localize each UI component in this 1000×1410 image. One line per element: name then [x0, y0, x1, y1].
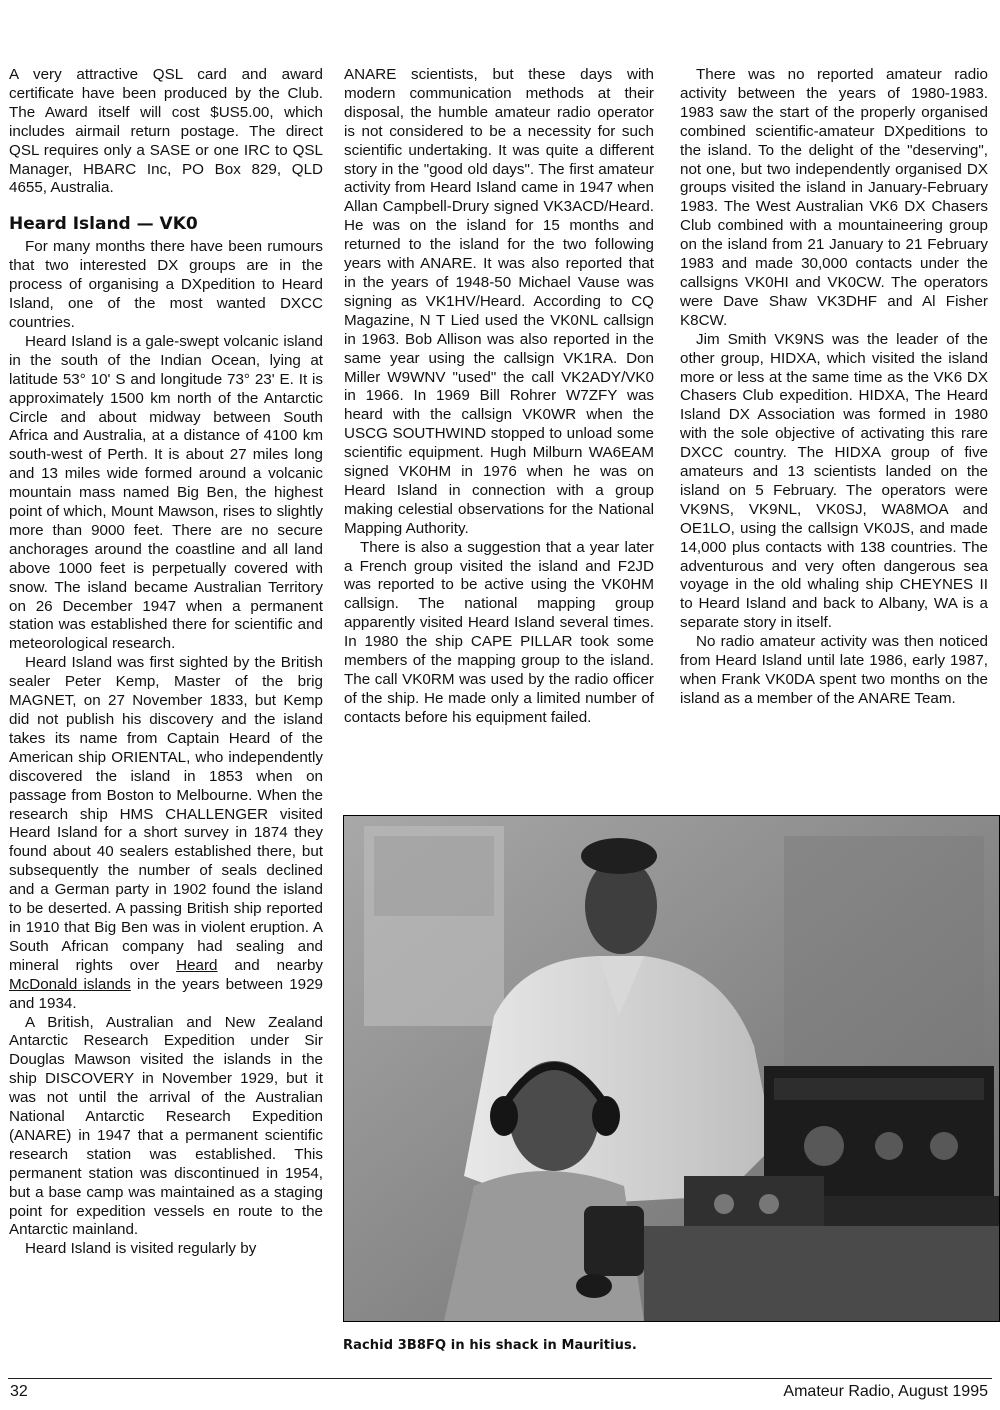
paragraph: There was no reported amateur radio activity between the years of 1980-1983. 1983 saw the start of the properly organised combined scientific-amateur DXpeditions to the island. To the delight of the "deserving", not one, but two independently organised DX groups visited the island in January-February 1983. The West Australian VK6 DX Chasers Club combined with a mountaineering group on the island from 21 January to 21 February 1983 and made 30,000 contacts under the callsigns VK0HI and VK0CW. The operators were Dave Shaw VK3DHF and Al Fisher K8CW. [680, 66, 988, 329]
text-run: Heard Island was first sighted by the British sealer Peter Kemp, Master of the brig MAGNET, on 27 November 1833, but Kemp did not publish his discovery and the island takes its name from Captain Heard of the American ship ORIENTAL, who independently discovered the island in 1853 when on passage from Boston to Melbourne. When the research ship HMS CHALLENGER visited Heard Island for a short survey in 1874 they found about 40 sealers established there, but subsequently the number of seals declined and a German party in 1902 found the island to be deserted. A passing British ship reported in 1910 that Big Ben was in violent eruption. A South African company had sealing and mineral rights over [9, 654, 323, 974]
page-number: 32 [10, 1383, 28, 1400]
paragraph: There is also a suggestion that a year later a French group visited the island and F2JD was reported to be active using the VK0HM callsign. The national mapping group apparently visited Heard Island several times. In 1980 the ship CAPE PILLAR took some members of the mapping group to the island. The call VK0RM was used by the radio officer of the ship. He made only a limited number of contacts before his equipment failed. [344, 538, 654, 726]
paragraph: ANARE scientists, but these days with modern communication methods at their disposal, the humble amateur radio operator is not considered to be a necessity for such scientific undertaking. It was quite a different story in the "good old days". The first amateur activity from Heard Island came in 1947 when Allan Campbell-Drury signed VK3ACD/Heard. He was on the island for 15 months and returned to the island for the two following years with ANARE. It was also reported that in the years of 1948-50 Michael Vause was signing as VK1HV/Heard. According to CQ Magazine, N T Lied used the VK0NL callsign in 1963. Bob Allison was also reported in the same year using the callsign VK1RA. Don Miller W9WNV "used" the call VK2ADY/VK0 in 1966. In 1969 Bill Rohrer W7ZFY was heard with the callsign VK0WR when the USCG SOUTHWIND stopped to unload some scientific equipment. Hugh Milburn WA6EAM signed VK0HM in 1976 when he was on Heard Island in connection with a group making celestial observations for the National Mapping Authority. [344, 66, 654, 537]
paragraph: For many months there have been rumours that two interested DX groups are in the process of organising a DXpedition to Heard Island, one of the most wanted DXCC countries. [9, 238, 323, 331]
section-heading: Heard Island — VK0 [9, 214, 198, 235]
photo-illustration [344, 816, 999, 1321]
text-run: in the years between 1929 and 1934. [9, 975, 323, 1012]
paragraph: A British, Australian and New Zealand Antarctic Research Expedition under Sir Douglas Mawson visited the islands in the ship DISCOVERY in November 1929, but it was not until the arrival of the Australian National Antarctic Research Expedition (ANARE) in 1947 that a permanent scientific research station was established. This permanent station was discontinued in 1954, but a base camp was maintained as a staging point for expedition vessels en route to the Antarctic mainland. [9, 1013, 323, 1239]
paragraph [9, 654, 323, 1013]
intro-paragraph: A very attractive QSL card and award certificate have been produced by the Club. The Award itself will cost $US5.00, which includes airmail return postage. The direct QSL requires only a SASE or one IRC to QSL Manager, HBARC Inc, PO Box 829, QLD 4655, Australia. [9, 66, 323, 197]
text-column-2 [344, 66, 654, 728]
paragraph: Jim Smith VK9NS was the leader of the other group, HIDXA, which visited the island more or less at the same time as the VK6 DX Chasers Club expedition. HIDXA, The Heard Island DX Association was formed in 1980 with the sole objective of activating this rare DXCC country. The HIDXA group of five amateurs and 13 scientists landed on the island on 5 February. The operators were VK9NS, VK9NL, VK0SJ, WA8MOA and OE1LO, using the callsign VK0JS, and made 14,000 plus contacts with 138 countries. The adventurous and very often dangerous sea voyage in the old whaling ship CHEYNES II to Heard Island and back to Albany, WA is a separate story in itself. [680, 330, 988, 632]
text-column-3 [680, 66, 988, 709]
photo-caption: Rachid 3B8FQ in his shack in Mauritius. [343, 1338, 637, 1353]
photo [343, 815, 1000, 1322]
publication-footer: Amateur Radio, August 1995 [783, 1383, 988, 1400]
paragraph: Heard Island is visited regularly by [25, 1240, 257, 1258]
text-run: and nearby [217, 956, 324, 974]
underlined-text: McDonald islands [9, 975, 131, 993]
paragraph: Heard Island is a gale-swept volcanic island in the south of the Indian Ocean, lying at latitude 53° 10' S and longitude 73° 23' E. It is approximately 1500 km north of the Antarctic Circle and about midway between South Africa and Australia, at a distance of 4100 km south-west of Perth. It is about 27 miles long and 13 miles wide formed around a volcanic mountain mass named Big Ben, the highest point of which, Mount Mawson, rises to slightly more than 9000 feet. There are no secure anchorages around the coastline and all land above 1000 feet is perpetually covered with snow. The island became Australian Territory on 26 December 1947 when a permanent station was established there for scientific and meteorological research. [9, 332, 323, 653]
paragraph: No radio amateur activity was then noticed from Heard Island until late 1986, early 1987, when Frank VK0DA spent two months on the island as a member of the ANARE Team. [680, 633, 988, 707]
text-column-1 [9, 66, 323, 1259]
underlined-text: Heard [176, 956, 218, 974]
footer-divider [8, 1378, 992, 1379]
